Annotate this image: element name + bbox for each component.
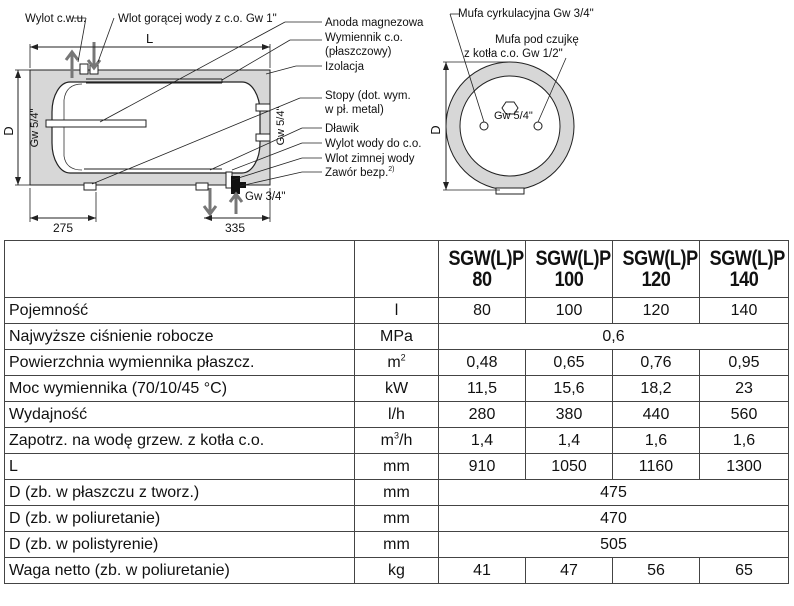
row-value: 15,6 — [526, 376, 613, 402]
table-row — [5, 532, 789, 558]
label-wylot-cwu: Wylot c.w.u. — [25, 13, 87, 25]
label-anoda: Anoda magnezowa — [325, 17, 424, 29]
row-value: 1,6 — [700, 428, 789, 454]
row-unit: l/h — [355, 402, 439, 428]
row-value: 0,48 — [439, 350, 526, 376]
spec-table — [4, 240, 789, 584]
hot-water-outlet-stub — [80, 64, 88, 74]
row-unit: mm — [355, 532, 439, 558]
row-value-span: 505 — [439, 532, 789, 558]
row-value: 0,95 — [700, 350, 789, 376]
row-value: 18,2 — [613, 376, 700, 402]
label-wlot-zimnej: Wlot zimnej wody — [325, 153, 415, 165]
table-row — [5, 324, 789, 350]
row-value-span: 0,6 — [439, 324, 789, 350]
row-value: 440 — [613, 402, 700, 428]
dim-D-side: D — [1, 126, 16, 136]
foot-right — [196, 183, 208, 190]
row-value: 0,76 — [613, 350, 700, 376]
label-wymiennik-2: (płaszczowy) — [325, 46, 392, 58]
row-unit: kW — [355, 376, 439, 402]
header-model: SGW(L)P 140 — [700, 241, 789, 298]
table-row — [5, 350, 789, 376]
row-label: Pojemność — [5, 298, 355, 324]
row-value: 1,4 — [526, 428, 613, 454]
row-value: 120 — [613, 298, 700, 324]
label-stopy-2: w pł. metal) — [325, 104, 384, 116]
front-tank — [460, 76, 560, 176]
front-connection-right — [534, 122, 542, 130]
front-connection-left — [480, 122, 488, 130]
dim-L: L — [146, 31, 154, 46]
row-label: Wydajność — [5, 402, 355, 428]
row-value: 56 — [613, 558, 700, 584]
dim-275: 275 — [53, 221, 74, 235]
label-gw34: Gw 3/4" — [245, 191, 286, 203]
row-label: L — [5, 454, 355, 480]
row-value: 560 — [700, 402, 789, 428]
row-value: 380 — [526, 402, 613, 428]
row-label: Zapotrz. na wodę grzew. z kotła c.o. — [5, 428, 355, 454]
row-value: 11,5 — [439, 376, 526, 402]
label-wylot-co: Wylot wody do c.o. — [325, 138, 422, 150]
row-label: Najwyższe ciśnienie robocze — [5, 324, 355, 350]
row-value: 100 — [526, 298, 613, 324]
header-model: SGW(L)P 100 — [526, 241, 613, 298]
row-label: D (zb. w polistyrenie) — [5, 532, 355, 558]
row-unit: kg — [355, 558, 439, 584]
row-value: 1,6 — [613, 428, 700, 454]
header-unit-cell — [355, 241, 439, 298]
row-value: 280 — [439, 402, 526, 428]
row-value: 0,65 — [526, 350, 613, 376]
label-mufa-czujke-2: z kotła c.o. Gw 1/2" — [464, 48, 563, 60]
dim-335: 335 — [225, 221, 246, 235]
tank-diagram — [0, 0, 794, 238]
table-row — [5, 298, 789, 324]
row-unit: mm — [355, 506, 439, 532]
row-value: 47 — [526, 558, 613, 584]
table-header-row — [5, 241, 789, 298]
row-unit: $m^2$ — [355, 350, 439, 376]
row-unit: l — [355, 298, 439, 324]
row-value: 23 — [700, 376, 789, 402]
row-value: 910 — [439, 454, 526, 480]
row-value: 80 — [439, 298, 526, 324]
table-row — [5, 376, 789, 402]
table-row — [5, 558, 789, 584]
gw54-left: Gw 5/4" — [29, 108, 41, 148]
dim-D-front: D — [428, 125, 443, 135]
gw54-right: Gw 5/4" — [275, 106, 287, 146]
label-wlot-goracej: Wlot gorącej wody z c.o. Gw 1" — [118, 13, 277, 25]
label-zawor: Zawór bezp.$^{2)}$ — [325, 166, 395, 179]
row-value-span: 470 — [439, 506, 789, 532]
label-mufa-cyrk: Mufa cyrkulacyjna Gw 3/4" — [458, 8, 594, 20]
header-label-cell — [5, 241, 355, 298]
table-row — [5, 428, 789, 454]
front-foot — [496, 188, 524, 194]
label-dlawik: Dławik — [325, 123, 359, 135]
table-row — [5, 506, 789, 532]
label-stopy-1: Stopy (dot. wym. — [325, 90, 411, 102]
table-row — [5, 480, 789, 506]
magnesium-anode — [46, 120, 146, 127]
row-label: Powierzchnia wymiennika płaszcz. — [5, 350, 355, 376]
header-model: SGW(L)P 120 — [613, 241, 700, 298]
row-unit: $m^3/h$ — [355, 428, 439, 454]
label-izolacja: Izolacja — [325, 61, 364, 73]
row-value: 41 — [439, 558, 526, 584]
row-value-span: 475 — [439, 480, 789, 506]
front-gw54: Gw 5/4" — [494, 110, 533, 122]
row-value: 65 — [700, 558, 789, 584]
row-value: 140 — [700, 298, 789, 324]
row-value: 1050 — [526, 454, 613, 480]
row-label: D (zb. w płaszczu z tworz.) — [5, 480, 355, 506]
row-unit: mm — [355, 454, 439, 480]
row-unit: mm — [355, 480, 439, 506]
foot-left — [84, 183, 96, 190]
table-row — [5, 402, 789, 428]
row-unit: MPa — [355, 324, 439, 350]
label-mufa-czujke-1: Mufa pod czujkę — [495, 34, 579, 46]
row-label: D (zb. w poliuretanie) — [5, 506, 355, 532]
row-value: 1300 — [700, 454, 789, 480]
row-label: Moc wymiennika (70/10/45 °C) — [5, 376, 355, 402]
header-model: SGW(L)P 80 — [439, 241, 526, 298]
row-label: Waga netto (zb. w poliuretanie) — [5, 558, 355, 584]
table-row — [5, 454, 789, 480]
row-value: 1160 — [613, 454, 700, 480]
row-value: 1,4 — [439, 428, 526, 454]
label-wymiennik-1: Wymiennik c.o. — [325, 32, 403, 44]
